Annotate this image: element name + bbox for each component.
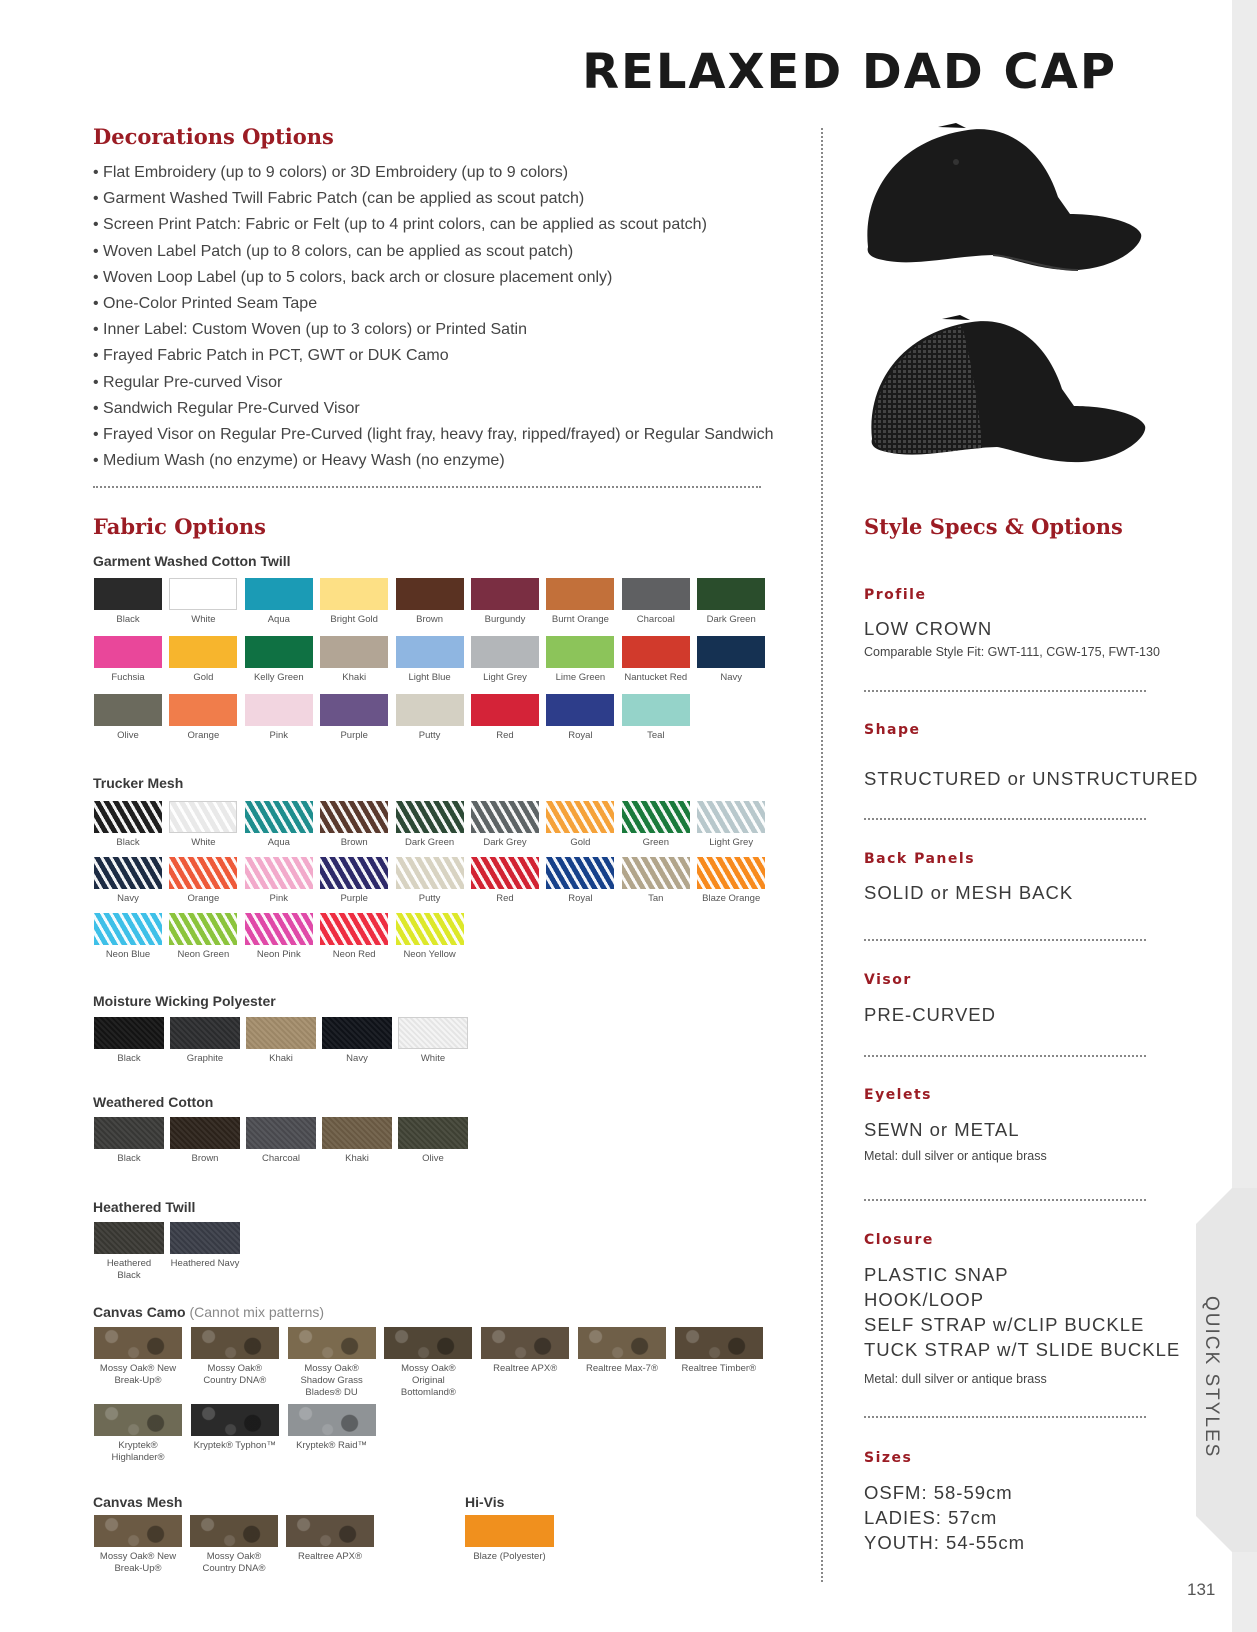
swatch-chip	[288, 1404, 376, 1436]
swatch-chip	[320, 578, 388, 610]
swatch-chip	[94, 1327, 182, 1359]
swatch-chip	[94, 1222, 164, 1254]
swatch-chip	[322, 1117, 392, 1149]
swatch-label: Dark Green	[706, 614, 756, 625]
closure-values	[864, 1262, 1180, 1362]
swatch-label: Heathered Navy	[170, 1258, 240, 1269]
swatch[interactable]	[94, 1327, 182, 1387]
swatch-label: Brown	[191, 1153, 219, 1164]
swatch-label: Purple	[340, 893, 368, 904]
swatch-label: Navy	[346, 1053, 368, 1064]
size-value: LADIES: 57cm	[864, 1507, 998, 1528]
swatch[interactable]	[622, 694, 690, 742]
swatch-label: Orange	[187, 730, 220, 741]
swatch-chip	[191, 1404, 279, 1436]
swatch-chip	[190, 1515, 278, 1547]
swatch-label: Blaze Orange	[702, 893, 761, 904]
page-number: 131	[1187, 1580, 1216, 1599]
heathered-title: Heathered Twill	[93, 1199, 196, 1215]
swatch-chip	[245, 857, 313, 889]
eyelets-value: SEWN or METAL	[864, 1119, 1020, 1140]
swatch-chip	[286, 1515, 374, 1547]
swatch[interactable]	[622, 636, 690, 684]
swatch-label: Olive	[117, 730, 139, 741]
swatch[interactable]	[320, 913, 388, 961]
swatch-chip	[546, 636, 614, 668]
swatch-label: Burnt Orange	[551, 614, 609, 625]
swatch-chip	[320, 857, 388, 889]
swatch-chip	[697, 857, 765, 889]
divider	[864, 939, 1146, 941]
decoration-item: • Frayed Visor on Regular Pre-Curved (light fray, heavy fray, ripped/frayed) or Regular Sandwich	[93, 426, 774, 444]
swatch[interactable]	[396, 857, 464, 905]
swatch-label: Dark Grey	[483, 837, 527, 848]
swatch-label: Putty	[418, 730, 441, 741]
swatch-chip	[170, 1017, 240, 1049]
sizes-values	[864, 1480, 1025, 1555]
swatch-chip	[396, 857, 464, 889]
swatch-chip	[396, 801, 464, 833]
swatch-chip	[622, 801, 690, 833]
swatch[interactable]	[169, 578, 237, 626]
swatch-chip	[288, 1327, 376, 1359]
swatch-label: Realtree APX®	[297, 1551, 363, 1562]
swatch-label: Brown	[416, 614, 444, 625]
swatch[interactable]	[170, 1222, 240, 1270]
swatch-chip	[169, 801, 237, 833]
swatch[interactable]	[398, 1117, 468, 1165]
swatch[interactable]	[94, 1404, 182, 1464]
swatch-chip	[191, 1327, 279, 1359]
sizes-label: Sizes	[864, 1450, 913, 1466]
divider	[864, 690, 1146, 692]
swatch[interactable]	[546, 857, 614, 905]
swatch-label: Bright Gold	[330, 614, 378, 625]
swatch[interactable]	[471, 636, 539, 684]
swatch-label: Black	[117, 1153, 141, 1164]
swatch-label: Tan	[648, 893, 664, 904]
swatch[interactable]	[465, 1515, 554, 1563]
swatch[interactable]	[170, 1017, 240, 1065]
swatch-label: Royal	[568, 730, 593, 741]
decoration-item: • One-Color Printed Seam Tape	[93, 295, 318, 313]
swatch[interactable]	[245, 578, 313, 626]
swatch[interactable]	[245, 636, 313, 684]
divider	[864, 1199, 1146, 1201]
swatch-label: Kryptek® Highlander®	[111, 1440, 165, 1463]
swatch[interactable]	[546, 636, 614, 684]
swatch-label: Lime Green	[555, 672, 606, 683]
swatch-label: Realtree APX®	[493, 1363, 558, 1374]
swatch[interactable]	[546, 801, 614, 849]
swatch[interactable]	[471, 578, 539, 626]
quick-styles-label: QUICK STYLES	[1201, 1296, 1222, 1459]
swatch-chip	[396, 694, 464, 726]
swatch[interactable]	[471, 801, 539, 849]
swatch[interactable]	[94, 1222, 164, 1282]
swatch-chip	[398, 1017, 468, 1049]
swatch[interactable]	[396, 801, 464, 849]
swatch[interactable]	[320, 694, 388, 742]
decoration-item: • Regular Pre-curved Visor	[93, 373, 283, 391]
swatch[interactable]	[396, 636, 464, 684]
swatch[interactable]	[471, 857, 539, 905]
swatch-label: Royal	[568, 893, 593, 904]
swatch-label: Neon Yellow	[403, 949, 456, 960]
swatch-label: Gold	[193, 672, 214, 683]
swatch-chip	[697, 578, 765, 610]
swatch-chip	[94, 857, 162, 889]
moisture-title: Moisture Wicking Polyester	[93, 993, 276, 1009]
size-value: YOUTH: 54-55cm	[864, 1532, 1026, 1553]
eyelets-note: Metal: dull silver or antique brass	[864, 1149, 1047, 1163]
closure-value: PLASTIC SNAP	[864, 1264, 1009, 1285]
shape-value: STRUCTURED or UNSTRUCTURED	[864, 768, 1199, 789]
shape-label: Shape	[864, 722, 921, 738]
swatch[interactable]	[398, 1017, 468, 1065]
swatch-chip	[396, 913, 464, 945]
fabric-heading: Fabric Options	[93, 514, 266, 539]
swatch[interactable]	[697, 578, 765, 626]
swatch-chip	[245, 694, 313, 726]
swatch-chip	[471, 694, 539, 726]
swatch-chip	[481, 1327, 569, 1359]
swatch-chip	[546, 857, 614, 889]
swatch-chip	[675, 1327, 763, 1359]
swatch[interactable]	[94, 913, 162, 961]
swatch[interactable]	[320, 578, 388, 626]
swatch-label: White	[191, 837, 216, 848]
swatch-chip	[245, 801, 313, 833]
swatch-chip	[170, 1222, 240, 1254]
visor-value: PRE-CURVED	[864, 1004, 996, 1025]
swatch-label: Mossy Oak® Shadow Grass Blades® DU	[300, 1363, 363, 1398]
swatch-label: Mossy Oak® Original Bottomland®	[400, 1363, 456, 1398]
swatch[interactable]	[94, 1017, 164, 1065]
swatch[interactable]	[245, 694, 313, 742]
closure-label: Closure	[864, 1232, 934, 1248]
swatch-label: Purple	[340, 730, 368, 741]
swatch[interactable]	[471, 694, 539, 742]
swatch[interactable]	[384, 1327, 472, 1399]
swatch-chip	[465, 1515, 554, 1547]
swatch[interactable]	[622, 801, 690, 849]
divider	[864, 1055, 1146, 1057]
swatch-label: Pink	[269, 730, 289, 741]
swatch[interactable]	[578, 1327, 666, 1375]
swatch-chip	[320, 801, 388, 833]
swatch-chip	[546, 694, 614, 726]
swatch-label: White	[191, 614, 216, 625]
swatch-chip	[622, 636, 690, 668]
swatch-chip	[546, 801, 614, 833]
swatch-label: Nantucket Red	[624, 672, 688, 683]
canvas-camo-title-text: Canvas Camo	[93, 1304, 186, 1320]
swatch-label: Light Blue	[408, 672, 451, 683]
closure-note: Metal: dull silver or antique brass	[864, 1372, 1047, 1386]
swatch-label: Mossy Oak® New Break-Up®	[99, 1551, 177, 1574]
swatch-label: Charcoal	[261, 1153, 301, 1164]
swatch-label: Fuchsia	[111, 672, 145, 683]
swatch-label: Neon Blue	[105, 949, 151, 960]
swatch-chip	[245, 578, 313, 610]
swatch[interactable]	[320, 636, 388, 684]
swatch[interactable]	[245, 913, 313, 961]
swatch-chip	[396, 636, 464, 668]
swatch-label: Burgundy	[484, 614, 526, 625]
swatch-label: Heathered Black	[106, 1258, 152, 1281]
swatch-label: Gold	[570, 837, 591, 848]
swatch-chip	[94, 578, 162, 610]
swatch[interactable]	[191, 1327, 279, 1387]
divider	[864, 1416, 1146, 1418]
decoration-item: • Woven Loop Label (up to 5 colors, back arch or closure placement only)	[93, 268, 613, 286]
swatch[interactable]	[94, 857, 162, 905]
decoration-item: • Frayed Fabric Patch in PCT, GWT or DUK Camo	[93, 347, 449, 365]
swatch[interactable]	[481, 1327, 569, 1375]
swatch-label: Dark Green	[405, 837, 455, 848]
swatch-label: Charcoal	[636, 614, 675, 625]
swatch[interactable]	[169, 694, 237, 742]
visor-label: Visor	[864, 972, 912, 988]
swatch-label: Black	[116, 837, 140, 848]
divider	[93, 486, 761, 488]
swatch[interactable]	[320, 801, 388, 849]
swatch-label: Neon Green	[177, 949, 230, 960]
swatch-chip	[697, 636, 765, 668]
swatch-label: Neon Pink	[256, 949, 301, 960]
swatch[interactable]	[396, 578, 464, 626]
swatch[interactable]	[246, 1017, 316, 1065]
swatch-chip	[622, 694, 690, 726]
swatch-chip	[320, 694, 388, 726]
garment-washed-title: Garment Washed Cotton Twill	[93, 553, 291, 569]
profile-value: LOW CROWN	[864, 618, 993, 639]
swatch-label: Khaki	[269, 1053, 293, 1064]
swatch-chip	[322, 1017, 392, 1049]
swatch[interactable]	[94, 801, 162, 849]
swatch[interactable]	[94, 578, 162, 626]
swatch-label: Mossy Oak® New Break-Up®	[99, 1363, 177, 1386]
swatch[interactable]	[170, 1117, 240, 1165]
swatch-label: Pink	[269, 893, 289, 904]
swatch[interactable]	[546, 578, 614, 626]
swatch-chip	[94, 1404, 182, 1436]
swatch[interactable]	[245, 801, 313, 849]
swatch-label: Graphite	[186, 1053, 224, 1064]
swatch[interactable]	[697, 801, 765, 849]
swatch-chip	[622, 857, 690, 889]
decoration-item: • Woven Label Patch (up to 8 colors, can be applied as scout patch)	[93, 242, 574, 260]
swatch-label: Aqua	[267, 614, 290, 625]
decoration-item: • Flat Embroidery (up to 9 colors) or 3D Embroidery (up to 9 colors)	[93, 164, 569, 181]
swatch-chip	[94, 636, 162, 668]
swatch-chip	[94, 913, 162, 945]
swatch-label: White	[420, 1053, 446, 1064]
swatch-chip	[320, 913, 388, 945]
swatch[interactable]	[169, 801, 237, 849]
swatch-chip	[169, 636, 237, 668]
decoration-item: • Screen Print Patch: Fabric or Felt (up to 4 print colors, can be applied as scout patch)	[93, 216, 707, 234]
swatch-label: Red	[496, 893, 514, 904]
profile-label: Profile	[864, 587, 927, 603]
swatch-label: Navy	[720, 672, 743, 683]
canvas-mesh-title: Canvas Mesh	[93, 1494, 183, 1510]
swatch-chip	[245, 636, 313, 668]
swatch-chip	[471, 578, 539, 610]
swatch-chip	[396, 578, 464, 610]
swatch-chip	[246, 1017, 316, 1049]
swatch[interactable]	[396, 694, 464, 742]
trucker-mesh-title: Trucker Mesh	[93, 775, 184, 791]
swatch-label: Navy	[117, 893, 139, 904]
swatch-chip	[94, 1515, 182, 1547]
closure-value: SELF STRAP w/CLIP BUCKLE	[864, 1314, 1145, 1335]
swatch[interactable]	[246, 1117, 316, 1165]
swatch-chip	[94, 1017, 164, 1049]
swatch-chip	[170, 1117, 240, 1149]
swatch-chip	[94, 801, 162, 833]
swatch[interactable]	[169, 636, 237, 684]
swatch-label: Kelly Green	[253, 672, 304, 683]
swatch-chip	[94, 1117, 164, 1149]
swatch-label: Brown	[340, 837, 368, 848]
swatch-chip	[471, 857, 539, 889]
swatch-label: Olive	[422, 1153, 444, 1164]
swatch[interactable]	[286, 1515, 374, 1563]
swatch[interactable]	[94, 1515, 182, 1575]
swatch[interactable]	[622, 857, 690, 905]
swatch[interactable]	[697, 857, 765, 905]
swatch[interactable]	[675, 1327, 763, 1375]
swatch-label: Kryptek® Raid™	[296, 1440, 368, 1451]
swatch-label: Red	[496, 730, 514, 741]
decoration-item: • Sandwich Regular Pre-Curved Visor	[93, 399, 360, 417]
swatch-label: Mossy Oak® Country DNA®	[203, 1363, 267, 1386]
swatch[interactable]	[190, 1515, 278, 1575]
swatch[interactable]	[94, 1117, 164, 1165]
swatch-label: Neon Red	[332, 949, 376, 960]
solid-back-cap-image	[858, 122, 1148, 280]
swatch[interactable]	[245, 857, 313, 905]
swatch-label: Light Grey	[709, 837, 754, 848]
swatch-chip	[622, 578, 690, 610]
swatch[interactable]	[191, 1404, 279, 1452]
swatch[interactable]	[288, 1327, 376, 1399]
swatch[interactable]	[94, 694, 162, 742]
swatch-chip	[471, 801, 539, 833]
swatch-chip	[320, 636, 388, 668]
swatch[interactable]	[697, 636, 765, 684]
swatch[interactable]	[169, 857, 237, 905]
weathered-title: Weathered Cotton	[93, 1094, 214, 1110]
swatch-chip	[94, 694, 162, 726]
swatch-chip	[384, 1327, 472, 1359]
decoration-item: • Garment Washed Twill Fabric Patch (can be applied as scout patch)	[93, 190, 585, 208]
swatch-label: Black	[116, 614, 140, 625]
closure-value: HOOK/LOOP	[864, 1289, 985, 1310]
swatch-label: Orange	[187, 893, 220, 904]
swatch-label: Black	[117, 1053, 141, 1064]
swatch-chip	[169, 578, 237, 610]
swatch-label: Blaze (Polyester)	[473, 1551, 546, 1562]
closure-value: TUCK STRAP w/T SLIDE BUCKLE	[864, 1339, 1181, 1360]
swatch-chip	[471, 636, 539, 668]
swatch-chip	[169, 857, 237, 889]
back-panels-label: Back Panels	[864, 851, 976, 867]
swatch[interactable]	[322, 1117, 392, 1165]
swatch[interactable]	[546, 694, 614, 742]
column-divider	[821, 128, 823, 1582]
decorations-list	[93, 160, 774, 474]
swatch-label: Kryptek® Typhon™	[193, 1440, 276, 1451]
swatch-chip	[246, 1117, 316, 1149]
page-title: RELAXED DAD CAP	[582, 44, 1117, 100]
mesh-back-cap-image	[862, 314, 1152, 474]
swatch-label: Teal	[647, 730, 665, 741]
swatch-chip	[169, 694, 237, 726]
swatch-label: Khaki	[345, 1153, 369, 1164]
back-panels-value: SOLID or MESH BACK	[864, 882, 1074, 903]
swatch[interactable]	[622, 578, 690, 626]
swatch-label: Khaki	[342, 672, 367, 683]
canvas-camo-title	[93, 1304, 324, 1320]
swatch-label: Green	[642, 837, 669, 848]
decoration-item: • Medium Wash (no enzyme) or Heavy Wash (no enzyme)	[93, 452, 505, 470]
swatch-label: Mossy Oak® Country DNA®	[202, 1551, 266, 1574]
swatch-chip	[578, 1327, 666, 1359]
canvas-camo-note: (Cannot mix patterns)	[189, 1304, 325, 1320]
divider	[864, 818, 1146, 820]
swatch-label: Realtree Max-7®	[586, 1363, 658, 1374]
specs-heading: Style Specs & Options	[864, 514, 1123, 539]
swatch-label: Realtree Timber®	[681, 1363, 757, 1374]
swatch-label: Putty	[418, 893, 441, 904]
swatch[interactable]	[169, 913, 237, 961]
swatch[interactable]	[322, 1017, 392, 1065]
swatch-chip	[245, 913, 313, 945]
hivis-title: Hi-Vis	[465, 1494, 505, 1510]
swatch-chip	[169, 913, 237, 945]
swatch-chip	[546, 578, 614, 610]
swatch-label: Aqua	[267, 837, 290, 848]
swatch[interactable]	[396, 913, 464, 961]
profile-note: Comparable Style Fit: GWT-111, CGW-175, FWT-130	[864, 645, 1160, 659]
swatch[interactable]	[320, 857, 388, 905]
swatch-chip	[697, 801, 765, 833]
swatch[interactable]	[94, 636, 162, 684]
swatch[interactable]	[288, 1404, 376, 1452]
eyelets-label: Eyelets	[864, 1087, 933, 1103]
swatch-label: Light Grey	[483, 672, 527, 683]
swatch-chip	[398, 1117, 468, 1149]
decoration-item: • Inner Label: Custom Woven (up to 3 colors) or Printed Satin	[93, 321, 527, 339]
size-value: OSFM: 58-59cm	[864, 1482, 1013, 1503]
decorations-heading: Decorations Options	[93, 124, 334, 149]
